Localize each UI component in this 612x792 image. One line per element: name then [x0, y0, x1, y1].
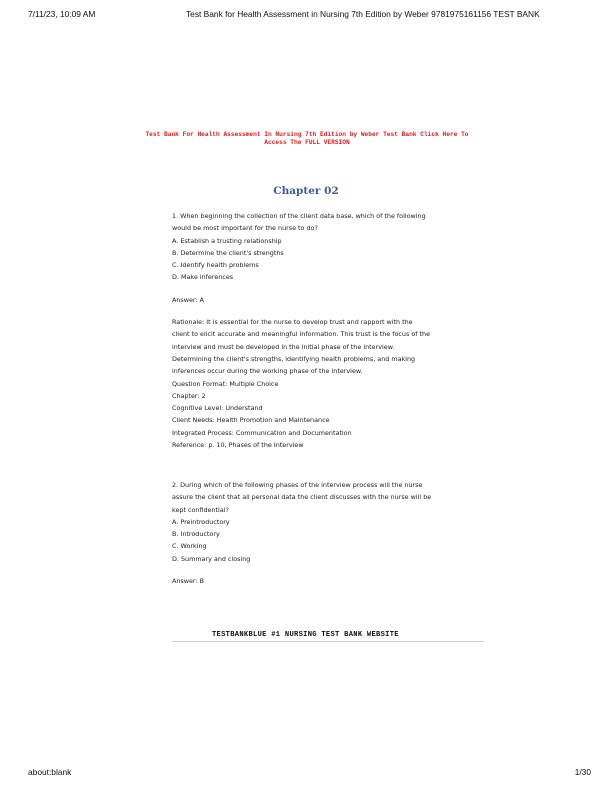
promo-line-2: Access The FULL VERSION	[264, 138, 350, 146]
correct-answer: Answer: A	[172, 295, 204, 304]
chapter-heading: Chapter 02	[273, 185, 339, 197]
question-stem: 2. During which of the following phases of the interview process will the nurse	[172, 481, 423, 489]
question-stem: would be most important for the nurse to do?	[172, 224, 318, 233]
question-meta: Chapter: 2	[172, 391, 206, 400]
answer-option: A. Establish a trusting relationship	[172, 236, 282, 245]
question-1	[172, 210, 452, 451]
answer-option: B. Determine the client's strengths	[172, 248, 284, 257]
rationale-line: inferences occur during the working phase of the interview.	[172, 367, 363, 376]
question-2	[172, 479, 452, 587]
rationale-line: client to elicit accurate and meaningful information. This trust is the focus of the	[172, 330, 431, 339]
print-url: about:blank	[28, 767, 72, 777]
rationale-line: interview and must be developed in the initial phase of the interview.	[172, 342, 395, 351]
promo-line-1: Test Bank For Health Assessment In Nursing 7th Edition by Weber Test Bank Click Here To	[145, 131, 469, 138]
question-meta: Cognitive Level: Understand	[172, 404, 263, 413]
rationale-line: Determining the client's strengths, identifying health problems, and making	[172, 354, 416, 363]
page-number: 1/30	[574, 767, 591, 777]
answer-option: D. Make inferences	[172, 273, 234, 282]
footer-divider	[172, 641, 484, 642]
testbank-banner: TESTBANKBLUE #1 NURSING TEST BANK WEBSITE	[212, 631, 399, 639]
question-meta: Client Needs: Health Promotion and Maintenance	[172, 416, 330, 425]
answer-option: C. Identify health problems	[172, 261, 259, 270]
question-meta: Reference: p. 10, Phases of the Interview	[172, 441, 304, 450]
print-timestamp: 7/11/23, 10:09 AM	[28, 9, 96, 19]
question-stem: assure the client that all personal data the client discusses with the nurse will be	[172, 493, 432, 502]
question-stem: kept confidential?	[172, 505, 229, 514]
question-meta: Integrated Process: Communication and Documentation	[172, 428, 352, 437]
answer-option: A. Preintroductory	[172, 517, 230, 526]
correct-answer: Answer: B	[172, 577, 204, 586]
question-stem: 1. When beginning the collection of the client data base, which of the following	[172, 212, 426, 220]
answer-option: B. Introductory	[172, 530, 220, 539]
question-meta: Question Format: Multiple Choice	[172, 379, 279, 388]
answer-option: D. Summary and closing	[172, 554, 251, 563]
answer-option: C. Working	[172, 542, 207, 551]
promo-link[interactable]	[118, 131, 496, 146]
rationale-line: Rationale: It is essential for the nurse to develop trust and rapport with the	[172, 318, 413, 327]
print-page-title: Test Bank for Health Assessment in Nursing 7th Edition by Weber 9781975161156 TEST BANK	[186, 9, 540, 19]
